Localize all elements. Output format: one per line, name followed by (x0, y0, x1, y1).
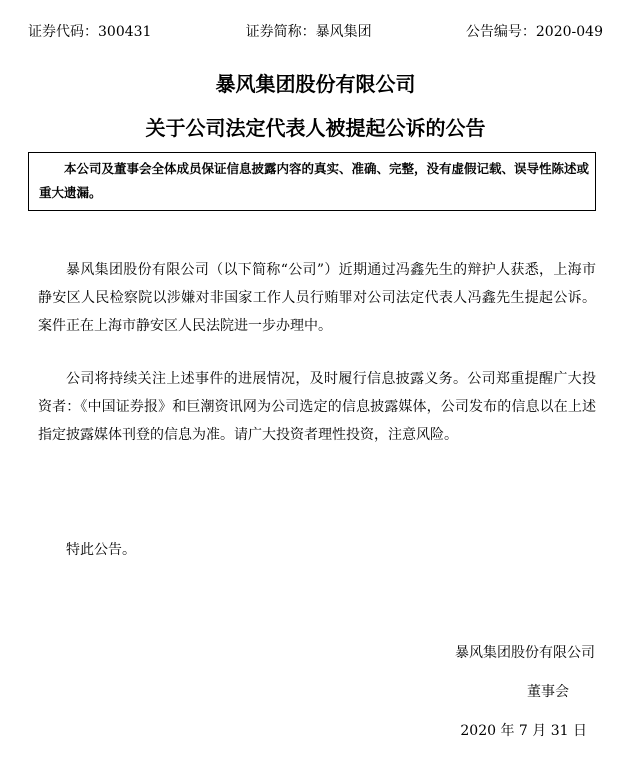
signature-board: 董事会 (527, 684, 569, 700)
stock-name: 证券简称：暴风集团 (245, 24, 372, 40)
signature-date: 2020 年 7 月 31 日 (460, 723, 587, 739)
notice-number: 公告编号：2020-049 (465, 24, 603, 40)
closing-paragraph: 特此公告。 (66, 542, 136, 558)
body-paragraph-1: 暴风集团股份有限公司（以下简称“公司”）近期通过冯鑫先生的辩护人获悉，上海市静安区人民检察院以涉嫌对非国家工作人员行贿罪对公司法定代表人冯鑫先生提起公诉。案件正在上海市静安区人民法院进一步办理中。 (38, 262, 596, 334)
stock-code: 证券代码：300431 (28, 24, 152, 40)
body-paragraph-2: 公司将持续关注上述事件的进展情况，及时履行信息披露义务。公司郑重提醒广大投资者：《中国证券报》和巨潮资讯网为公司选定的信息披露媒体，公司发布的信息以在上述指定披露媒体刊登的信息为准。请广大投资者理性投资，注意风险。 (38, 371, 596, 443)
disclaimer-box: 本公司及董事会全体成员保证信息披露内容的真实、准确、完整，没有虚假记载、误导性陈述或重大遗漏。 (28, 152, 596, 211)
notice-title: 关于公司法定代表人被提起公诉的公告 (145, 116, 486, 140)
company-title: 暴风集团股份有限公司 (215, 72, 416, 96)
signature-company: 暴风集团股份有限公司 (455, 645, 595, 661)
document-header (28, 22, 603, 42)
